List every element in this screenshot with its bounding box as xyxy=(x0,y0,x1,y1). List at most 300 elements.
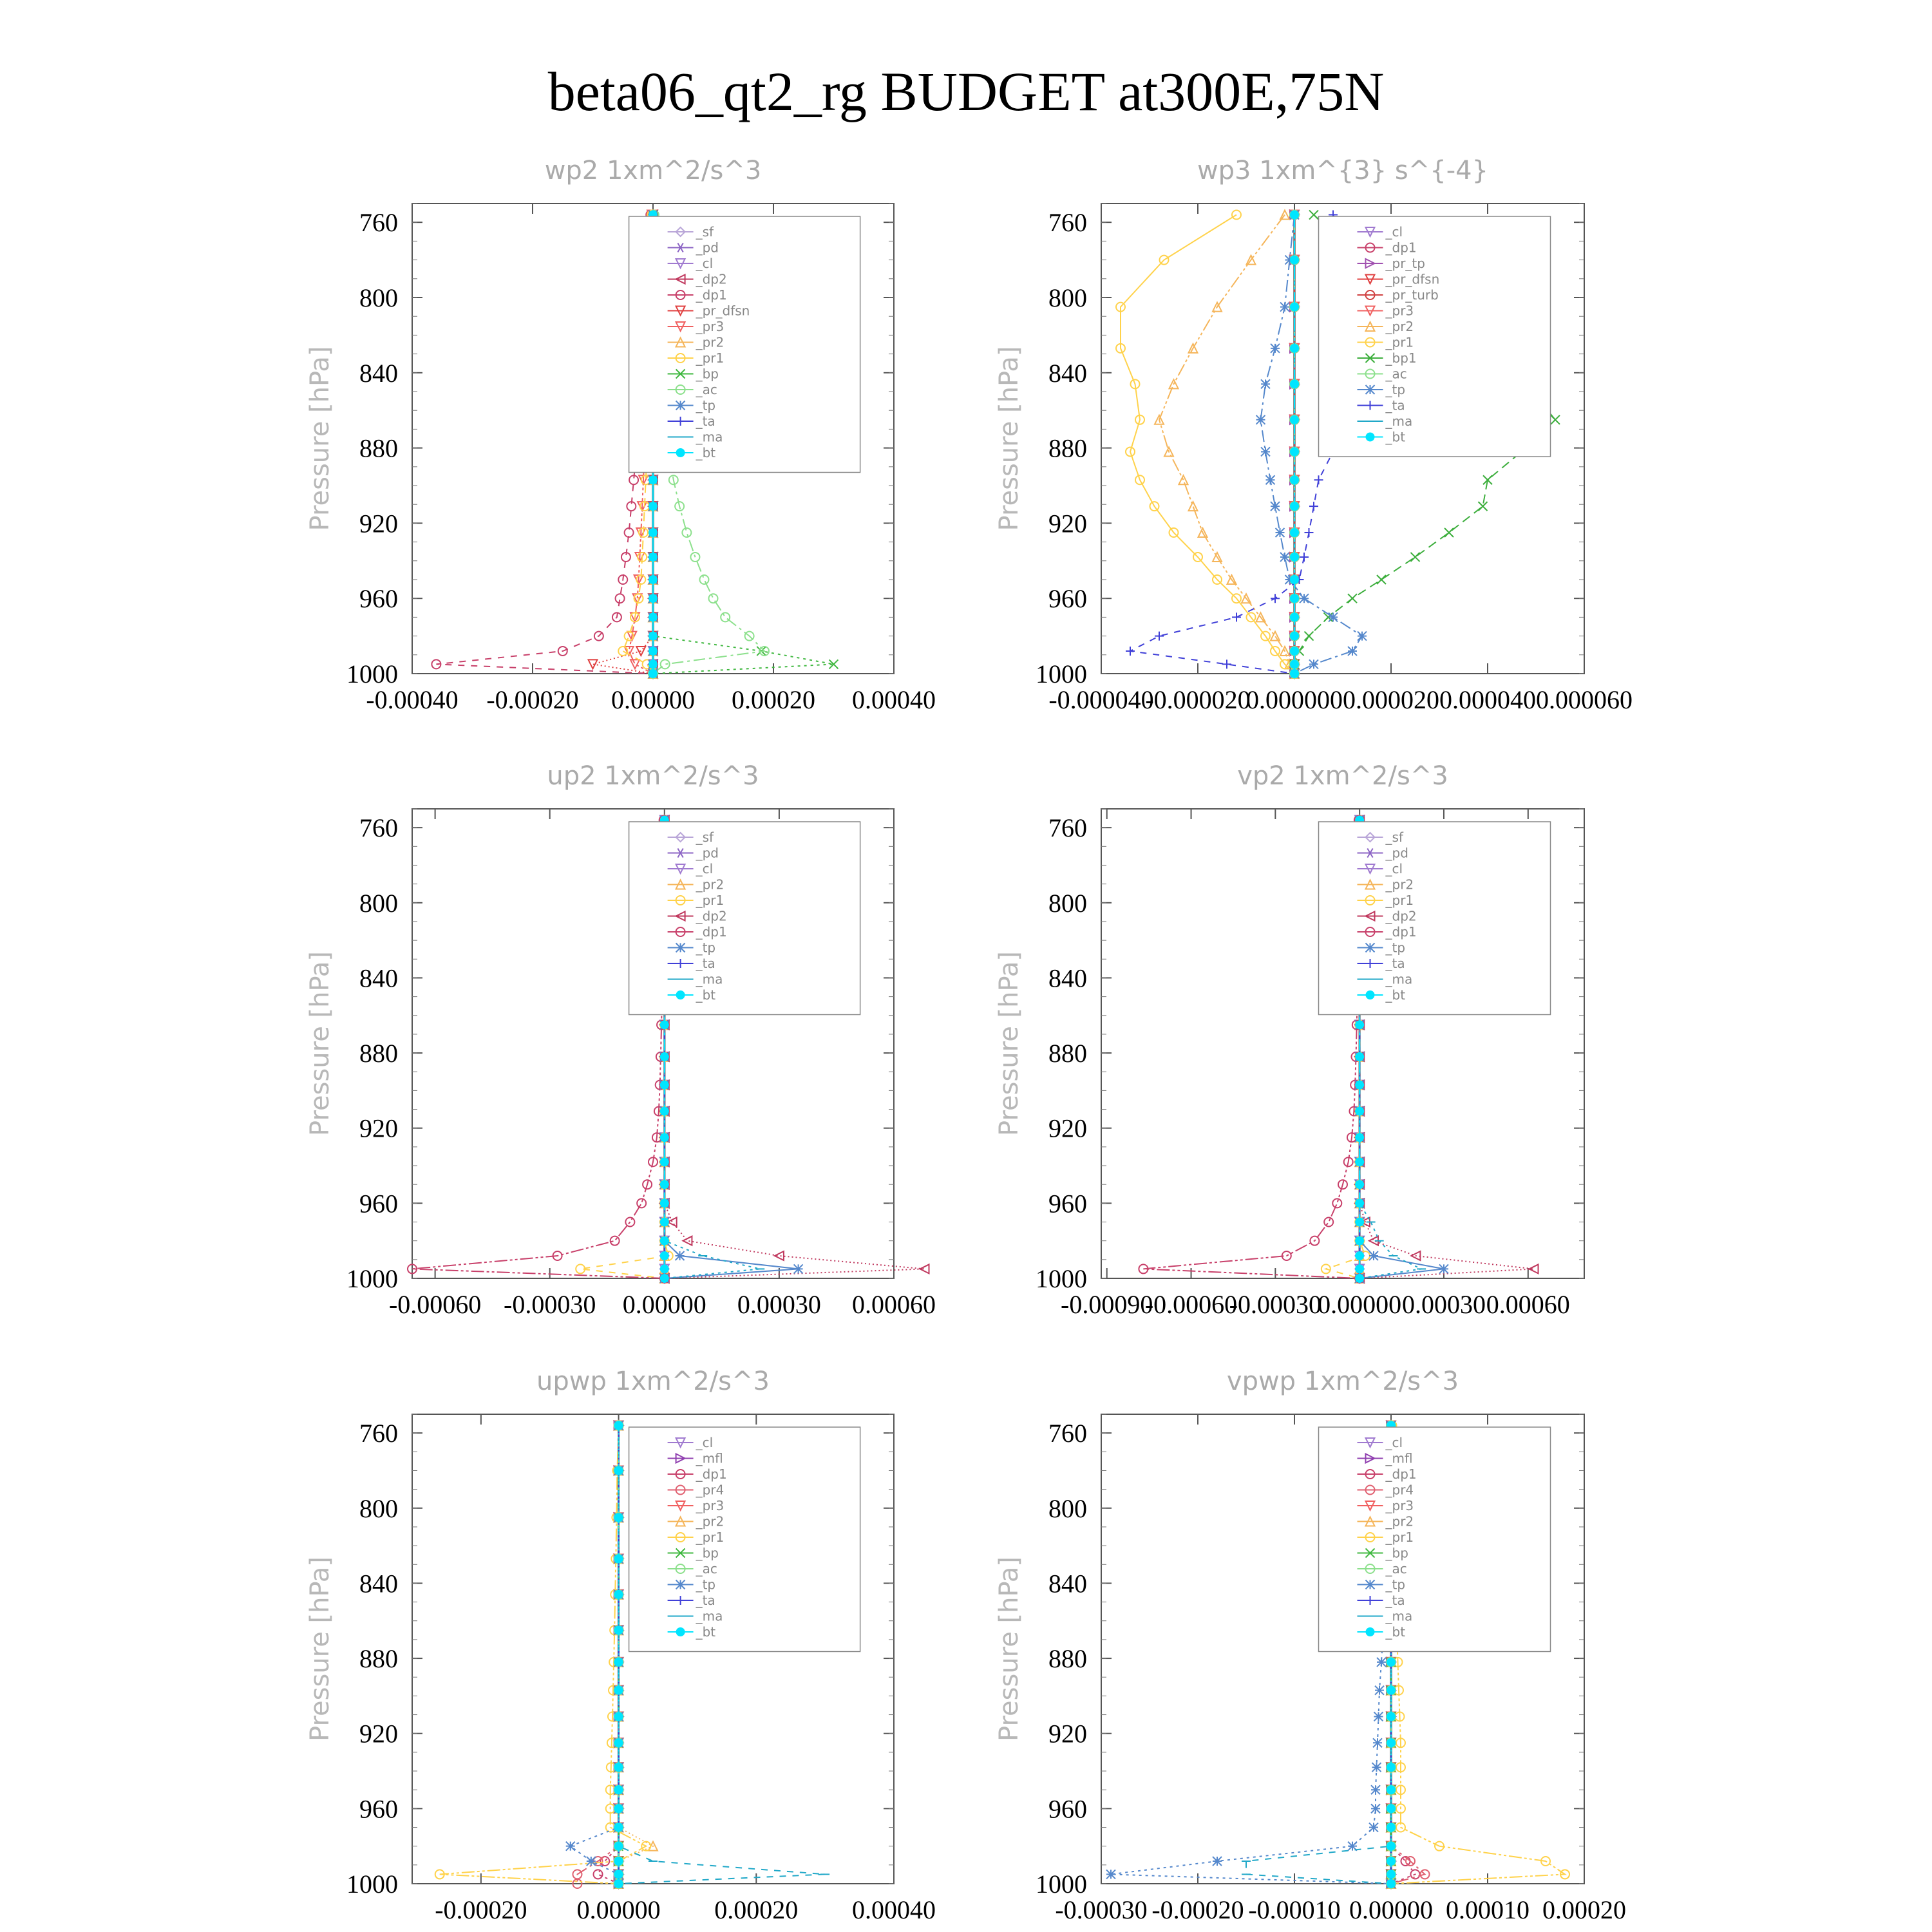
y-tick-label: 1000 xyxy=(346,1870,398,1899)
legend-marker xyxy=(1366,990,1375,999)
data-point-bt xyxy=(614,1870,623,1879)
legend-label: _pr_dfsn xyxy=(1385,271,1440,287)
data-point-tp xyxy=(566,1842,575,1851)
data-point-tp xyxy=(1377,1658,1386,1667)
x-tick-label: -0.00090 xyxy=(1061,1290,1153,1319)
x-tick-label: 0.00020 xyxy=(1542,1895,1626,1924)
legend-label: _cl xyxy=(1385,1435,1403,1450)
data-point-bp1 xyxy=(1411,553,1420,562)
data-point-bt xyxy=(614,1879,623,1888)
data-point-tp xyxy=(1106,1870,1115,1879)
data-point-ta xyxy=(1126,647,1135,656)
y-tick-label: 920 xyxy=(359,1113,398,1143)
legend-label: _cl xyxy=(696,1435,714,1450)
legend-label: _pr3 xyxy=(696,319,724,334)
y-tick-label: 760 xyxy=(1048,1419,1087,1448)
x-tick-label: 0.000000 xyxy=(1246,685,1343,714)
data-point-bt xyxy=(1290,447,1299,456)
data-point-bt xyxy=(1355,1264,1364,1273)
data-point-bt xyxy=(614,1686,623,1695)
data-point-bt xyxy=(1290,647,1299,656)
legend-label: _pr2 xyxy=(696,876,724,893)
legend-label: _cl xyxy=(1385,861,1403,876)
x-tick-label: 0.000040 xyxy=(1439,685,1536,714)
data-point-ac xyxy=(699,575,708,584)
data-point-bt xyxy=(614,1857,623,1866)
legend-label: _ac xyxy=(1385,366,1407,382)
legend xyxy=(629,1427,860,1652)
data-point-tp xyxy=(1261,447,1270,456)
data-point-bt xyxy=(614,1712,623,1721)
x-tick-label: -0.00020 xyxy=(435,1895,527,1924)
data-point-tp xyxy=(1266,475,1275,484)
data-point-bt xyxy=(1290,344,1299,353)
legend-label: _ta xyxy=(1385,397,1405,413)
data-point-dp1 xyxy=(594,1870,603,1879)
data-point-tp xyxy=(1280,303,1289,312)
data-point-dp1 xyxy=(1324,1218,1333,1227)
panel-title: vp2 1xm^2/s^3 xyxy=(1237,761,1448,791)
legend-label: _ma xyxy=(696,1608,723,1624)
data-point-bp1 xyxy=(1348,594,1357,603)
legend-label: _pr_turb xyxy=(1385,287,1439,303)
data-point-tp xyxy=(1280,553,1289,562)
legend-box xyxy=(1319,822,1551,1015)
legend-label: _ma xyxy=(1385,971,1413,987)
x-tick-label: 0.00000 xyxy=(1318,1290,1402,1319)
panel-title: wp3 1xm^{3} s^{-4} xyxy=(1197,156,1489,185)
legend-marker xyxy=(676,943,685,952)
legend-label: _ta xyxy=(1385,1593,1405,1608)
y-tick-label: 1000 xyxy=(1036,1264,1087,1293)
series-line-dp1 xyxy=(436,215,653,674)
y-tick-label: 1000 xyxy=(1036,1870,1087,1899)
data-point-tp xyxy=(1372,1763,1381,1772)
panel-title: vpwp 1xm^2/s^3 xyxy=(1226,1367,1459,1396)
legend-label: _pr2 xyxy=(1385,319,1414,334)
legend-label: _dp1 xyxy=(1385,924,1417,940)
x-tick-label: 0.00000 xyxy=(622,1290,706,1319)
x-tick-label: -0.00060 xyxy=(1144,1290,1238,1319)
data-point-tp xyxy=(1213,1857,1222,1866)
legend-label: _bp xyxy=(696,366,719,382)
data-point-tp xyxy=(1371,1785,1380,1794)
panel-5 xyxy=(305,1367,936,1924)
data-point-tp xyxy=(676,1251,685,1260)
legend-label: _pr3 xyxy=(696,1498,724,1513)
legend xyxy=(629,822,860,1015)
legend-label: _ta xyxy=(696,1593,715,1608)
x-tick-label: 0.000020 xyxy=(1343,685,1439,714)
legend-label: _tp xyxy=(696,940,716,956)
legend-marker xyxy=(676,1580,685,1589)
legend-label: _dp2 xyxy=(1385,908,1417,924)
data-point-bt xyxy=(660,1020,669,1029)
data-point-bp1 xyxy=(1551,415,1560,424)
legend-label: _pr4 xyxy=(696,1482,724,1498)
data-point-bt xyxy=(1387,1658,1396,1667)
legend-label: _bp xyxy=(1385,1545,1408,1561)
legend-label: _dp2 xyxy=(696,908,727,924)
y-tick-label: 880 xyxy=(359,1644,398,1674)
y-tick-label: 800 xyxy=(359,1493,398,1523)
legend-label: _pr2 xyxy=(1385,876,1414,893)
y-axis-label: Pressure [hPa] xyxy=(305,1557,335,1741)
legend-label: _cl xyxy=(1385,224,1403,240)
data-point-bt xyxy=(649,594,658,603)
data-point-bt xyxy=(1290,575,1299,584)
legend-label: _ta xyxy=(1385,956,1405,971)
x-tick-label: -0.00060 xyxy=(388,1290,482,1319)
data-point-bt xyxy=(614,1738,623,1747)
data-point-bt xyxy=(1387,1712,1396,1721)
legend-label: _tp xyxy=(1385,1577,1406,1593)
data-point-bt xyxy=(1290,528,1299,537)
y-tick-label: 920 xyxy=(359,509,398,538)
legend-label: _pd xyxy=(1385,845,1408,861)
data-point-bt xyxy=(1355,1052,1364,1061)
data-point-tp xyxy=(1271,344,1280,353)
data-point-dp2 xyxy=(1530,1264,1539,1273)
data-point-bt xyxy=(1355,1236,1364,1245)
legend-label: _tp xyxy=(696,397,716,413)
data-point-bt xyxy=(660,1180,669,1189)
x-tick-label: 0.00060 xyxy=(1486,1290,1570,1319)
legend-label: _bt xyxy=(1385,987,1406,1003)
data-point-bt xyxy=(614,1658,623,1667)
legend-label: _cl xyxy=(696,861,714,876)
y-tick-label: 880 xyxy=(1048,1039,1087,1068)
data-point-ta xyxy=(1314,475,1323,484)
data-point-bt xyxy=(1290,211,1299,220)
legend-label: _pd xyxy=(696,845,719,861)
legend-box xyxy=(629,1427,860,1652)
legend-label: _bt xyxy=(696,1624,716,1640)
x-tick-label: -0.00030 xyxy=(1055,1895,1148,1924)
legend-label: _bt xyxy=(1385,1624,1406,1640)
panel-3 xyxy=(305,761,936,1319)
legend-label: _sf xyxy=(696,224,714,240)
legend-marker xyxy=(1366,385,1375,394)
data-point-tp xyxy=(1369,1823,1378,1832)
x-tick-label: -0.00030 xyxy=(1229,1290,1322,1319)
y-tick-label: 840 xyxy=(359,358,398,388)
legend-label: _tp xyxy=(1385,940,1406,956)
data-point-bt xyxy=(614,1513,623,1522)
panel-4 xyxy=(994,761,1584,1319)
data-point-tp xyxy=(1300,594,1309,603)
data-point-tp xyxy=(1256,415,1265,424)
legend-box xyxy=(1319,216,1551,457)
legend-label: _sf xyxy=(696,829,714,845)
x-tick-label: -0.00020 xyxy=(1151,1895,1244,1924)
legend-label: _dp1 xyxy=(1385,240,1417,256)
y-tick-label: 760 xyxy=(359,208,398,238)
data-point-tp xyxy=(587,1857,596,1866)
y-tick-label: 920 xyxy=(1048,509,1087,538)
y-tick-label: 920 xyxy=(359,1719,398,1748)
legend-label: _bp xyxy=(696,1545,719,1561)
legend-label: _ta xyxy=(696,956,715,971)
y-tick-label: 840 xyxy=(359,1569,398,1598)
data-point-bt xyxy=(649,553,658,562)
data-point-bt xyxy=(1355,1020,1364,1029)
data-point-bt xyxy=(1290,659,1299,668)
data-point-bt xyxy=(1290,594,1299,603)
y-tick-label: 960 xyxy=(359,1189,398,1218)
legend-label: _pr_dfsn xyxy=(696,303,750,319)
legend-box xyxy=(629,822,860,1015)
x-tick-label: 0.000060 xyxy=(1536,685,1633,714)
data-point-bt xyxy=(1290,632,1299,641)
data-point-bt xyxy=(1290,669,1299,678)
legend-label: _dp1 xyxy=(696,1466,727,1482)
data-point-bt xyxy=(1355,1157,1364,1166)
legend-label: _bt xyxy=(696,445,716,460)
y-axis-label: Pressure [hPa] xyxy=(994,346,1024,531)
data-point-ac xyxy=(721,612,730,621)
data-point-bt xyxy=(1290,415,1299,424)
data-point-bt xyxy=(649,669,658,678)
legend-label: _pr1 xyxy=(1385,893,1414,908)
data-point-bt xyxy=(1387,1870,1396,1879)
y-axis-label: Pressure [hPa] xyxy=(305,951,335,1136)
data-point-bt xyxy=(614,1466,623,1475)
legend xyxy=(1319,1427,1551,1652)
data-point-ac xyxy=(709,594,718,603)
data-point-bt xyxy=(1355,1251,1364,1260)
series-line-dp1 xyxy=(598,1426,619,1884)
y-tick-label: 960 xyxy=(1048,1189,1087,1218)
data-point-bt xyxy=(1355,1180,1364,1189)
legend-label: _ma xyxy=(1385,1608,1413,1624)
x-tick-label: 0.00010 xyxy=(1446,1895,1530,1924)
legend-label: _pr4 xyxy=(1385,1482,1414,1498)
panel-2 xyxy=(994,156,1633,714)
data-point-bt xyxy=(1290,303,1299,312)
legend-label: _ac xyxy=(696,1561,717,1577)
series-line-dp1 xyxy=(412,820,665,1279)
x-tick-label: -0.000020 xyxy=(1145,685,1251,714)
y-tick-label: 800 xyxy=(1048,888,1087,918)
legend-label: _dp1 xyxy=(696,924,727,940)
x-tick-label: 0.00020 xyxy=(714,1895,799,1924)
data-point-tp xyxy=(1271,502,1280,511)
data-point-tp xyxy=(794,1264,803,1273)
legend-label: _cl xyxy=(696,256,714,271)
legend-label: _ac xyxy=(1385,1561,1407,1577)
panel-title: up2 1xm^2/s^3 xyxy=(547,761,759,791)
data-point-bt xyxy=(649,475,658,484)
y-tick-label: 760 xyxy=(1048,208,1087,238)
data-point-bp1 xyxy=(1377,575,1386,584)
data-point-bt xyxy=(1355,1274,1364,1283)
panel-title: upwp 1xm^2/s^3 xyxy=(536,1367,770,1396)
y-tick-label: 760 xyxy=(1048,813,1087,843)
data-point-dp2 xyxy=(683,1236,692,1245)
data-point-ta xyxy=(1305,528,1314,537)
y-tick-label: 800 xyxy=(359,888,398,918)
data-point-bt xyxy=(1387,1879,1396,1888)
data-point-bp1 xyxy=(1309,211,1318,220)
data-point-ta xyxy=(1222,659,1231,668)
data-point-dp1 xyxy=(637,1198,646,1208)
legend-marker xyxy=(676,448,685,457)
data-point-tp xyxy=(1439,1264,1448,1273)
y-tick-label: 1000 xyxy=(1036,659,1087,688)
data-point-ta xyxy=(1309,502,1318,511)
legend-label: _bt xyxy=(696,987,716,1003)
x-tick-label: 0.00030 xyxy=(737,1290,821,1319)
y-axis-label: Pressure [hPa] xyxy=(994,951,1024,1136)
data-point-bt xyxy=(660,1106,669,1115)
x-tick-label: -0.00030 xyxy=(504,1290,596,1319)
x-tick-label: 0.00000 xyxy=(576,1895,661,1924)
data-point-bt xyxy=(614,1823,623,1832)
y-tick-label: 960 xyxy=(359,1794,398,1824)
legend-label: _pr_tp xyxy=(1385,256,1425,271)
data-point-bt xyxy=(1355,1218,1364,1227)
data-point-bt xyxy=(1387,1763,1396,1772)
y-tick-label: 920 xyxy=(1048,1113,1087,1143)
data-point-bt xyxy=(1290,256,1299,265)
y-tick-label: 840 xyxy=(1048,963,1087,993)
legend-label: _pr1 xyxy=(696,893,724,908)
series-line-pr1 xyxy=(440,1426,647,1884)
data-point-tp xyxy=(1374,1712,1383,1721)
legend xyxy=(1319,822,1551,1015)
legend-label: _pr2 xyxy=(696,1513,724,1530)
y-tick-label: 920 xyxy=(1048,1719,1087,1748)
data-point-bp1 xyxy=(1305,632,1314,641)
legend-label: _tp xyxy=(696,1577,716,1593)
data-point-bt xyxy=(1290,379,1299,388)
data-point-ac xyxy=(661,659,670,668)
data-point-tp xyxy=(1329,612,1338,621)
data-point-tp xyxy=(1309,659,1318,668)
data-point-bt xyxy=(614,1555,623,1564)
data-point-bt xyxy=(614,1590,623,1599)
legend-marker xyxy=(1366,943,1375,952)
y-tick-label: 760 xyxy=(359,813,398,843)
data-point-bt xyxy=(1290,553,1299,562)
data-point-tp xyxy=(1375,1686,1384,1695)
legend-marker xyxy=(1366,1627,1375,1636)
data-point-bt xyxy=(660,1264,669,1273)
data-point-tp xyxy=(1371,1804,1380,1813)
legend-marker xyxy=(676,990,685,999)
legend-label: _dp2 xyxy=(696,271,727,287)
y-tick-label: 800 xyxy=(359,283,398,312)
data-point-bt xyxy=(660,1133,669,1142)
data-point-pr2 xyxy=(1189,502,1198,511)
legend-label: _bt xyxy=(1385,429,1406,445)
data-point-dp1 xyxy=(1332,1198,1341,1208)
legend-label: _pd xyxy=(696,240,719,256)
legend-label: _mfl xyxy=(696,1450,723,1466)
data-point-bt xyxy=(649,612,658,621)
legend-label: _ac xyxy=(696,382,717,397)
y-tick-label: 960 xyxy=(1048,584,1087,614)
data-point-tp xyxy=(1261,379,1270,388)
legend-label: _pr1 xyxy=(696,350,724,366)
data-point-bt xyxy=(614,1842,623,1851)
y-tick-label: 800 xyxy=(1048,283,1087,312)
data-point-bt xyxy=(660,1218,669,1227)
data-point-bt xyxy=(660,1251,669,1260)
x-tick-label: 0.00060 xyxy=(852,1290,936,1319)
data-point-dp2 xyxy=(920,1264,929,1273)
data-point-bt xyxy=(614,1804,623,1813)
legend-label: _ma xyxy=(696,429,723,445)
data-point-bt xyxy=(1387,1842,1396,1851)
data-point-dp1 xyxy=(611,1236,620,1245)
figure-title: beta06_qt2_rg BUDGET at300E,75N xyxy=(547,61,1385,122)
legend-label: _mfl xyxy=(1385,1450,1413,1466)
data-point-bt xyxy=(1355,1133,1364,1142)
data-point-bt xyxy=(660,1274,669,1283)
data-point-ta xyxy=(1232,612,1241,621)
series-line-pr4 xyxy=(578,1426,619,1884)
x-tick-label: 0.00020 xyxy=(732,685,815,714)
legend-label: _dp1 xyxy=(1385,1466,1417,1482)
y-tick-label: 880 xyxy=(1048,433,1087,463)
y-tick-label: 880 xyxy=(1048,1644,1087,1674)
legend-marker xyxy=(1366,433,1375,442)
legend-label: _pr1 xyxy=(696,1530,724,1545)
data-point-bt xyxy=(614,1421,623,1430)
legend-box xyxy=(629,216,860,473)
x-tick-label: -0.000040 xyxy=(1048,685,1154,714)
legend-label: _pr3 xyxy=(1385,1498,1414,1513)
data-point-bt xyxy=(1355,1106,1364,1115)
data-point-bt xyxy=(614,1763,623,1772)
data-point-bp1 xyxy=(1444,528,1454,537)
y-tick-label: 1000 xyxy=(346,1264,398,1293)
data-point-bt xyxy=(1355,1081,1364,1090)
y-axis-label: Pressure [hPa] xyxy=(305,346,335,531)
legend-label: _ta xyxy=(696,413,715,429)
legend-label: _ma xyxy=(696,971,723,987)
data-point-bt xyxy=(649,632,658,641)
legend-label: _ma xyxy=(1385,413,1413,429)
legend-label: _sf xyxy=(1385,829,1403,845)
y-tick-label: 840 xyxy=(1048,358,1087,388)
legend-label: _dp1 xyxy=(696,287,727,303)
data-point-ta xyxy=(1155,632,1164,641)
y-tick-label: 960 xyxy=(1048,1794,1087,1824)
y-tick-label: 1000 xyxy=(346,659,398,688)
series-line-pr1 xyxy=(1121,215,1294,674)
y-tick-label: 800 xyxy=(1048,1493,1087,1523)
series-line-tp xyxy=(571,1426,619,1884)
data-point-bt xyxy=(1387,1785,1396,1794)
data-point-bt xyxy=(649,647,658,656)
x-tick-label: 0.00040 xyxy=(852,1895,936,1924)
x-tick-label: 0.00000 xyxy=(611,685,695,714)
data-point-bt xyxy=(1387,1686,1396,1695)
data-point-tp xyxy=(1348,647,1357,656)
data-point-bt xyxy=(660,1198,669,1208)
y-tick-label: 880 xyxy=(359,1039,398,1068)
x-tick-label: -0.00020 xyxy=(486,685,579,714)
y-tick-label: 840 xyxy=(1048,1569,1087,1598)
data-point-ta xyxy=(1300,553,1309,562)
legend-label: _tp xyxy=(1385,382,1406,397)
data-point-tp xyxy=(1373,1738,1382,1747)
data-point-bt xyxy=(649,575,658,584)
data-point-tp xyxy=(1358,632,1367,641)
